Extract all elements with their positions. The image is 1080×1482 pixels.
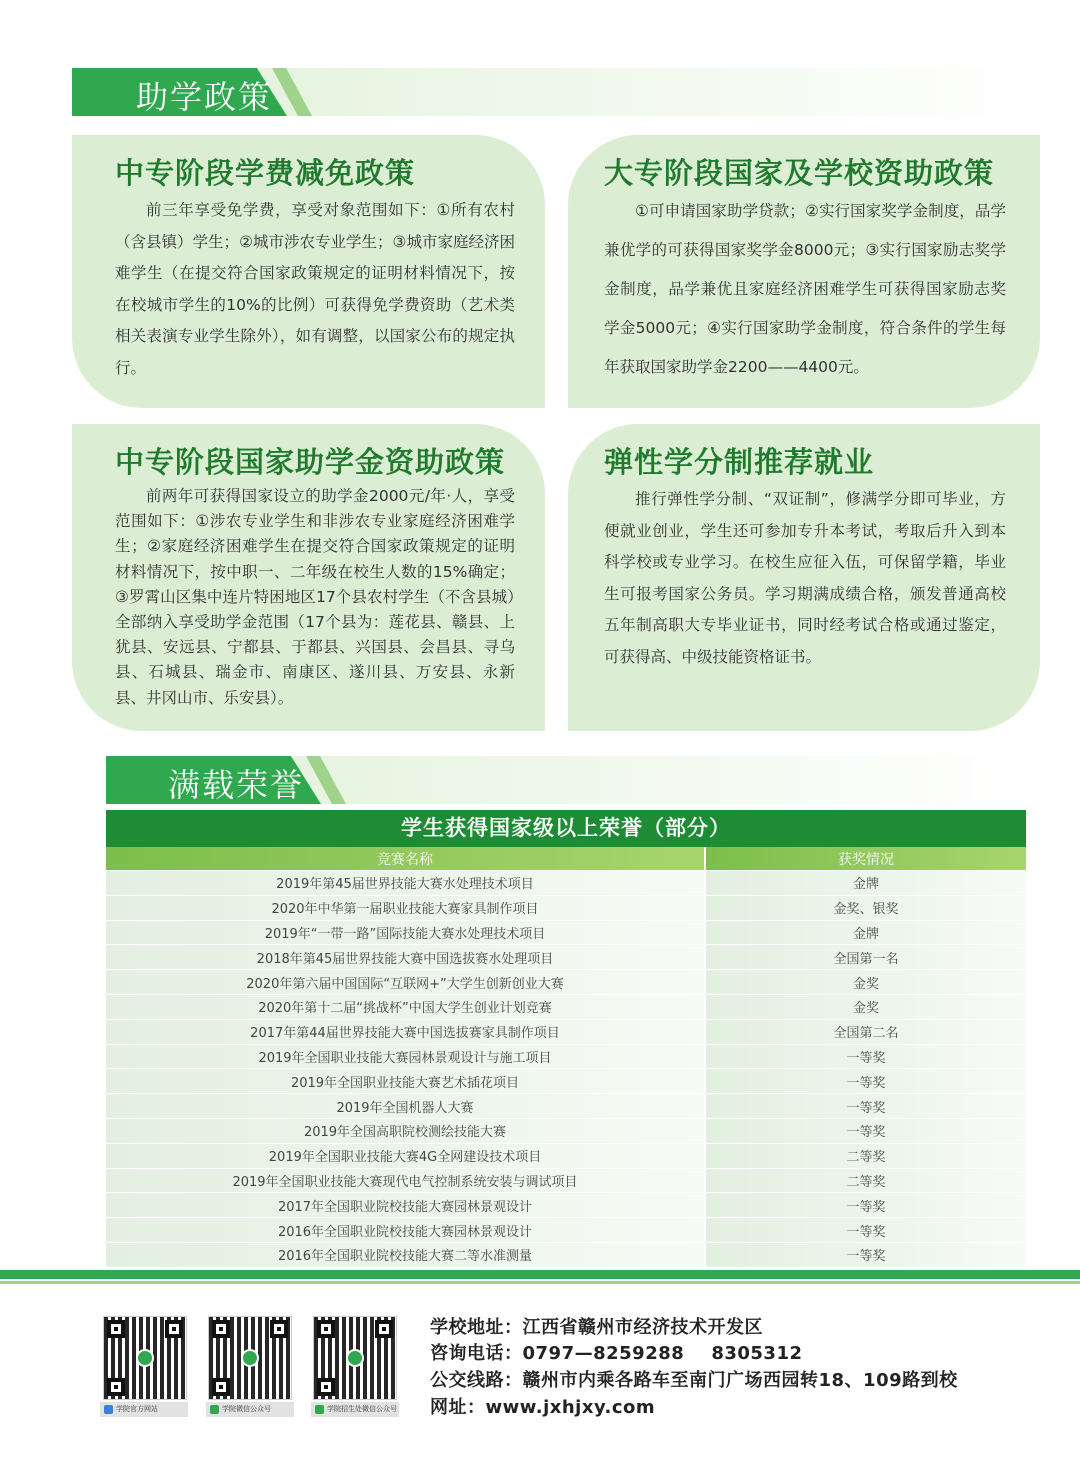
policy-card-college-aid xyxy=(568,135,1040,408)
table-row xyxy=(106,1094,1026,1119)
table-row xyxy=(106,994,1026,1019)
award-cell: 金牌 xyxy=(705,920,1026,945)
competition-name-cell: 2019年全国职业技能大赛艺术插花项目 xyxy=(106,1069,705,1094)
award-cell: 全国第一名 xyxy=(705,945,1026,970)
honors-table-body xyxy=(106,871,1026,1267)
policy-card-flexible-credit xyxy=(568,424,1040,731)
table-row xyxy=(106,1044,1026,1069)
table-row xyxy=(106,1242,1026,1266)
card-title: 中专阶段国家助学金资助政策 xyxy=(115,445,506,479)
table-row xyxy=(106,1193,1026,1218)
globe-icon xyxy=(104,1405,113,1414)
award-cell: 金奖、银奖 xyxy=(705,895,1026,920)
table-row xyxy=(106,871,1026,896)
award-cell: 一等奖 xyxy=(705,1218,1026,1243)
table-header-row xyxy=(106,847,1026,871)
award-cell: 金奖 xyxy=(705,970,1026,995)
wechat-icon xyxy=(315,1405,324,1414)
table-row xyxy=(106,895,1026,920)
competition-name-cell: 2020年第六届中国国际“互联网+”大学生创新创业大赛 xyxy=(106,970,705,995)
competition-name-cell: 2020年第十二届“挑战杯”中国大学生创业计划竞赛 xyxy=(106,994,705,1019)
footer-divider xyxy=(0,1270,1080,1279)
award-cell: 一等奖 xyxy=(705,1193,1026,1218)
competition-name-cell: 2018年第45届世界技能大赛中国选拔赛水处理项目 xyxy=(106,945,705,970)
award-cell: 金牌 xyxy=(705,871,1026,896)
footer-divider-thin xyxy=(0,1281,1080,1284)
school-logo-icon xyxy=(136,1349,154,1367)
school-logo-icon xyxy=(241,1349,259,1367)
qr-code-wechat xyxy=(208,1316,292,1400)
table-row xyxy=(106,1118,1026,1143)
section-title: 助学政策 xyxy=(136,79,273,115)
qr-caption-wechat: 学院微信公众号 xyxy=(206,1402,294,1417)
qr-code-official-site xyxy=(103,1316,187,1400)
competition-name-cell: 2016年全国职业院校技能大赛二等水准测量 xyxy=(106,1242,705,1266)
award-cell: 一等奖 xyxy=(705,1069,1026,1094)
card-text: 前两年可获得国家设立的助学金2000元/年·人，享受范围如下：①涉农专业学生和非涉农专业家庭经济困难学生；②家庭经济困难学生在提交符合国家政策规定的证明材料情况下，按中职一、二年级在校生人数的15%确定；③罗霄山区集中连片特困地区17个县农村学生（不含县城）全部纳入享受助学金范围（17个县为：莲花县、赣县、上犹县、安远县、宁都县、于都县、兴国县、会昌县、寻乌县、石城县、瑞金市、南康区、遂川县、万安县、永新县、井冈山市、乐安县）。 xyxy=(115,487,515,707)
table-row xyxy=(106,1019,1026,1044)
card-title: 弹性学分制推荐就业 xyxy=(604,445,875,479)
table-row xyxy=(106,1168,1026,1193)
honors-table xyxy=(106,847,1026,1267)
award-cell: 一等奖 xyxy=(705,1044,1026,1069)
table-row xyxy=(106,970,1026,995)
section-banner-aid-policy xyxy=(72,68,1040,116)
competition-name-cell: 2019年第45届世界技能大赛水处理技术项目 xyxy=(106,871,705,896)
award-cell: 二等奖 xyxy=(705,1168,1026,1193)
column-header-competition: 竞赛名称 xyxy=(106,847,705,871)
policy-card-secondary-grant xyxy=(72,424,545,731)
section-title: 满载荣誉 xyxy=(168,767,305,803)
wechat-icon xyxy=(210,1405,219,1414)
card-title: 中专阶段学费减免政策 xyxy=(115,156,416,190)
column-header-award: 获奖情况 xyxy=(705,847,1026,871)
table-row xyxy=(106,920,1026,945)
competition-name-cell: 2019年全国高职院校测绘技能大赛 xyxy=(106,1118,705,1143)
honors-table-title: 学生获得国家级以上荣誉（部分） xyxy=(106,810,1026,847)
competition-name-cell: 2017年第44届世界技能大赛中国选拔赛家具制作项目 xyxy=(106,1019,705,1044)
bus-route: 公交线路：赣州市内乘各路车至南门广场西园转18、109路到校 xyxy=(430,1370,958,1391)
award-cell: 一等奖 xyxy=(705,1094,1026,1119)
competition-name-cell: 2020年中华第一届职业技能大赛家具制作项目 xyxy=(106,895,705,920)
website-url[interactable]: 网址：www.jxhjxy.com xyxy=(430,1397,656,1418)
card-text: ①可申请国家助学贷款；②实行国家奖学金制度，品学兼优学的可获得国家奖学金8000元；③实行国家励志奖学金制度，品学兼优且家庭经济困难学生可获得国家励志奖学金5000元；④实行国家助学金制度，符合条件的学生每年获取国家助学金2200——4400元。 xyxy=(604,202,1006,376)
competition-name-cell: 2019年全国职业技能大赛现代电气控制系统安装与调试项目 xyxy=(106,1168,705,1193)
section-banner-honors xyxy=(106,756,1026,804)
table-row xyxy=(106,1218,1026,1243)
award-cell: 一等奖 xyxy=(705,1242,1026,1266)
table-row xyxy=(106,945,1026,970)
competition-name-cell: 2016年全国职业院校技能大赛园林景观设计 xyxy=(106,1218,705,1243)
qr-caption-admissions-wechat: 学院招生处微信公众号 xyxy=(311,1402,399,1417)
competition-name-cell: 2019年全国机器人大赛 xyxy=(106,1094,705,1119)
award-cell: 全国第二名 xyxy=(705,1019,1026,1044)
qr-code-admissions-wechat xyxy=(313,1316,397,1400)
table-row xyxy=(106,1069,1026,1094)
card-text: 推行弹性学分制、“双证制”，修满学分即可毕业，方便就业创业，学生还可参加专升本考试，考取后升入到本科学校或专业学习。在校生应征入伍，可保留学籍，毕业生可报考国家公务员。学习期满成绩合格，颁发普通高校五年制高职大专毕业证书，同时经考试合格或通过鉴定，可获得高、中级技能资格证书。 xyxy=(604,490,1006,666)
competition-name-cell: 2019年全国职业技能大赛4G全网建设技术项目 xyxy=(106,1143,705,1168)
award-cell: 一等奖 xyxy=(705,1118,1026,1143)
school-logo-icon xyxy=(346,1349,364,1367)
school-address: 学校地址：江西省赣州市经济技术开发区 xyxy=(430,1317,763,1338)
competition-name-cell: 2019年全国职业技能大赛园林景观设计与施工项目 xyxy=(106,1044,705,1069)
policy-card-secondary-tuition xyxy=(72,135,545,408)
competition-name-cell: 2019年“一带一路”国际技能大赛水处理技术项目 xyxy=(106,920,705,945)
table-row xyxy=(106,1143,1026,1168)
competition-name-cell: 2017年全国职业院校技能大赛园林景观设计 xyxy=(106,1193,705,1218)
contact-phone: 咨询电话：0797—8259288 8305312 xyxy=(430,1343,803,1364)
card-text: 前三年享受免学费，享受对象范围如下：①所有农村（含县镇）学生；②城市涉农专业学生；③城市家庭经济困难学生（在提交符合国家政策规定的证明材料情况下，按在校城市学生的10%的比例）可获得免学费资助（艺术类相关表演专业学生除外），如有调整，以国家公布的规定执行。 xyxy=(115,201,515,377)
award-cell: 金奖 xyxy=(705,994,1026,1019)
award-cell: 二等奖 xyxy=(705,1143,1026,1168)
card-title: 大专阶段国家及学校资助政策 xyxy=(604,156,995,190)
qr-caption-official-site: 学院官方网站 xyxy=(100,1402,188,1417)
